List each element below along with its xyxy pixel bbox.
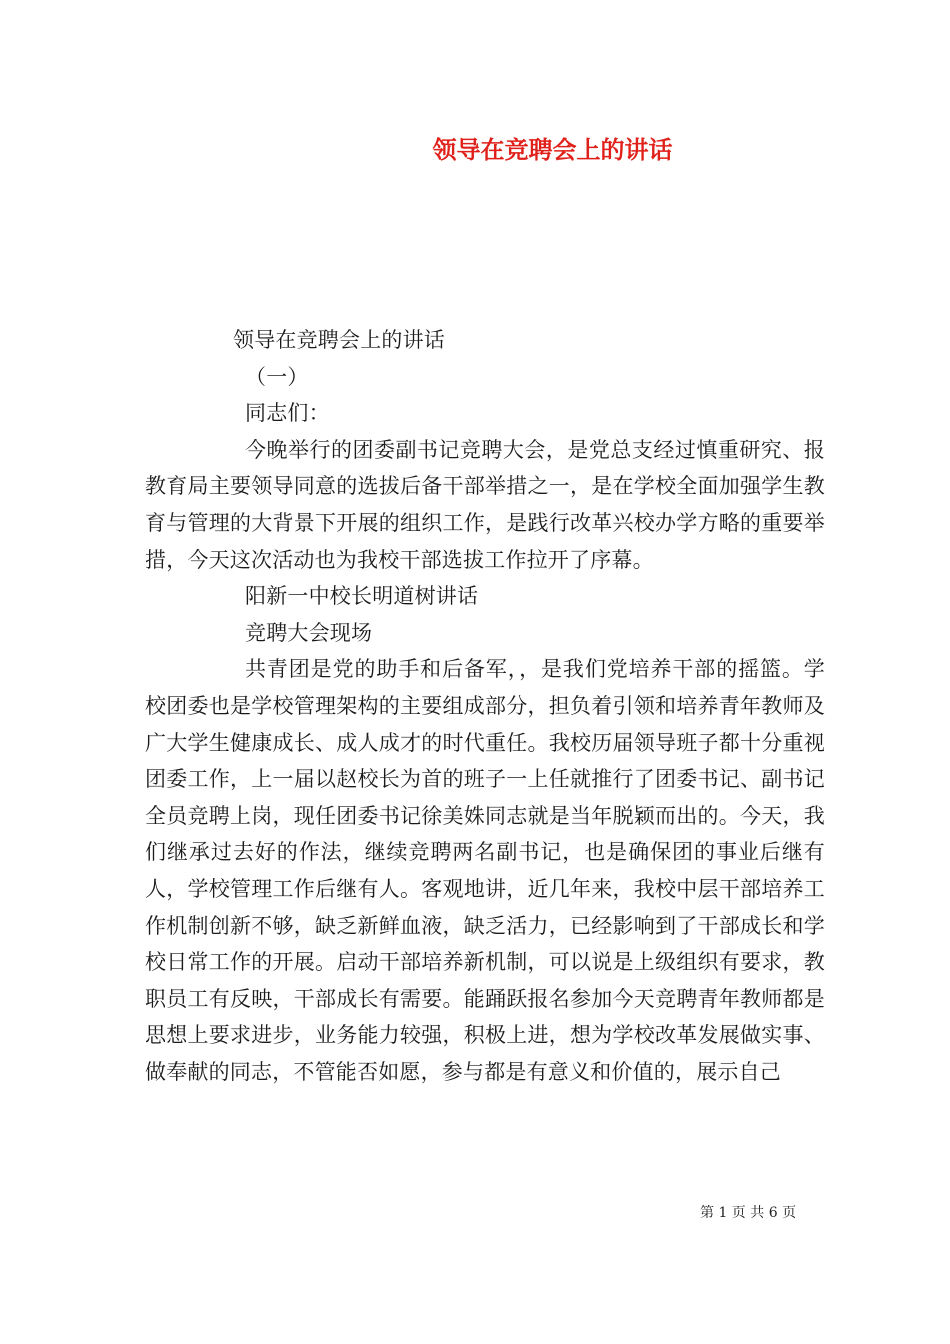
page-number: 第 1 页 共 6 页 <box>700 1205 797 1221</box>
salutation: 同志们： <box>245 401 330 426</box>
paragraph-2: 共青团是党的助手和后备军，，是我们党培养干部的摇篮。学校团委也是学校管理架构的主要组成部分，担负着引领和培养青年教师及广大学生健康成长、成人成才的时代重任。我校历届领导班子都十分重视团委工作，上一届以赵校长为首的班子一上任就推行了团委书记、副书记全员竞聘上岗，现任团委书记徐美姝同志就是当年脱颖而出的。今天，我们继承过去好的作法，继续竞聘两名副书记，也是确保团的事业后继有人，学校管理工作后继有人。客观地讲，近几年来，我校中层干部培养工作机制创新不够，缺乏新鲜血液，缺乏活力，已经影响到了干部成长和学校日常工作的开展。启动干部培养新机制，可以说是上级组织有要求，教职员工有反映，干部成长有需要。能踊跃报名参加今天竞聘青年教师都是思想上要求进步，业务能力较强，积极上进，想为学校改革发展做实事、做奉献的同志，不管能否如愿，参与都是有意义和价值的，展示自己 <box>145 657 825 1084</box>
section-number: （一） <box>245 364 309 389</box>
paragraph-1: 今晚举行的团委副书记竞聘大会，是党总支经过慎重研究、报教育局主要领导同意的选拔后备干部举措之一，是在学校全面加强学生教育与管理的大背景下开展的组织工作，是践行改革兴校办学方略的重要举措，今天这次活动也为我校干部选拔工作拉开了序幕。 <box>145 437 825 572</box>
document-heading: 领导在竞聘会上的讲话 <box>233 328 445 352</box>
page-title: 领导在竞聘会上的讲话 <box>432 135 673 164</box>
photo-caption-1: 阳新一中校长明道树讲话 <box>245 584 479 609</box>
document-body <box>145 322 825 1090</box>
photo-caption-2: 竞聘大会现场 <box>245 620 373 645</box>
